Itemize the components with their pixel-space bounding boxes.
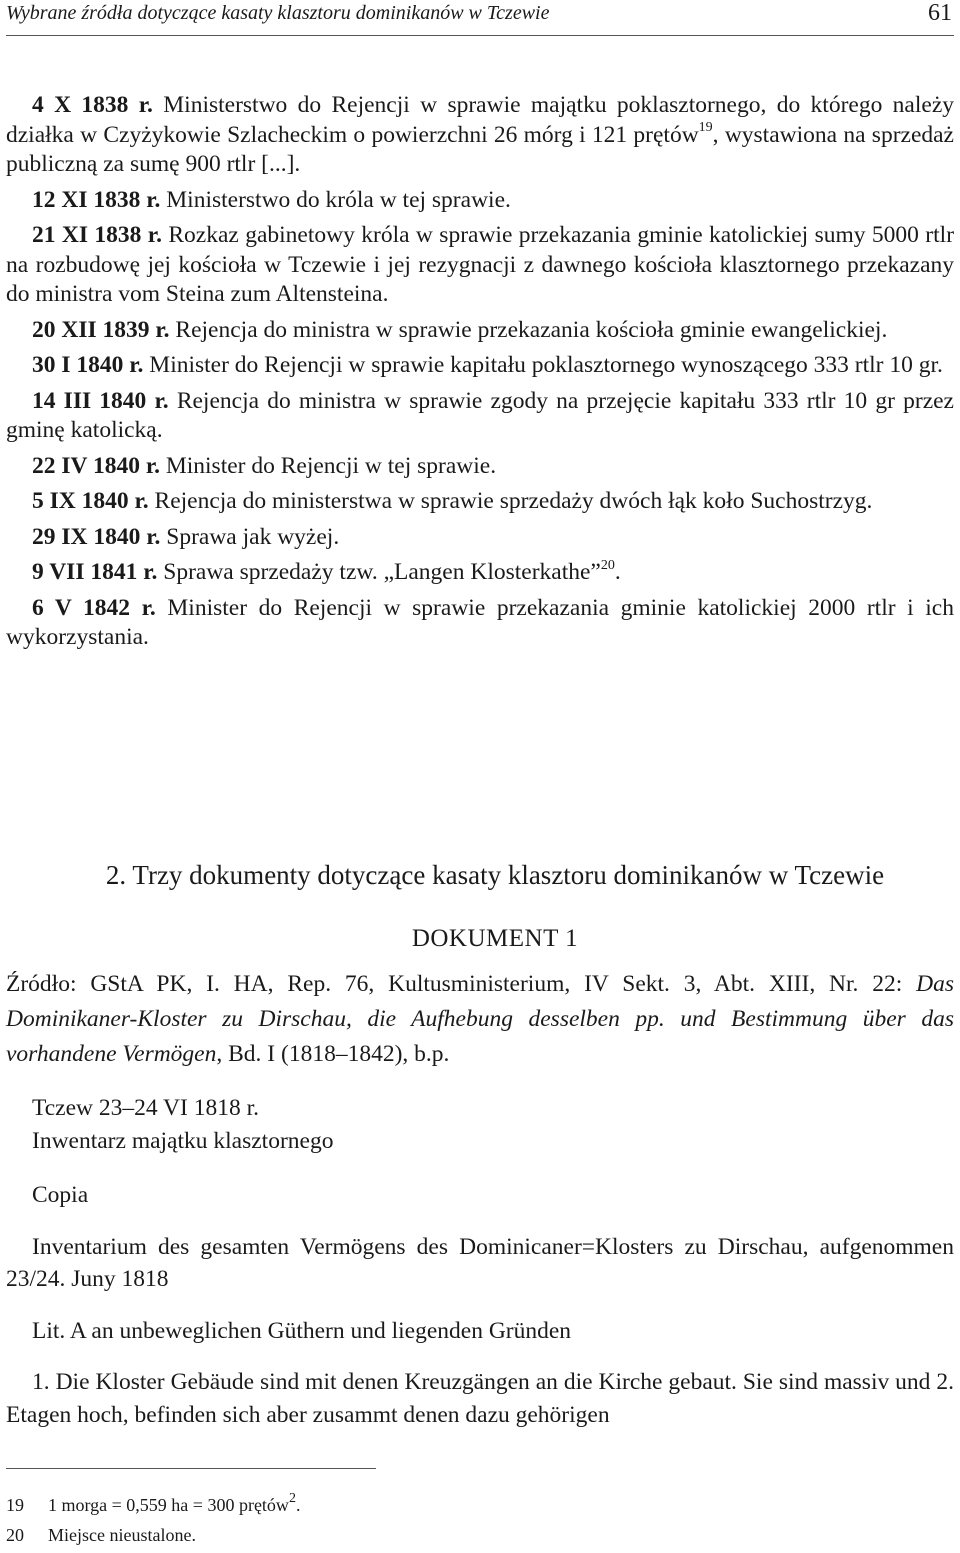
footnote-text-after: . bbox=[295, 1495, 301, 1515]
entry-text: Rejencja do ministra w sprawie przekazania kościoła gminie ewangelickiej. bbox=[175, 316, 888, 343]
lit-a-heading: Lit. A an unbeweglichen Güthern und liegenden Gründen bbox=[32, 1317, 572, 1344]
entry-text: Sprawa sprzedaży tzw. „Langen Klosterkathe” bbox=[163, 559, 601, 586]
entry-text: Ministerstwo do Rejencji w sprawie majątku poklasztornego, do którego należy działka w Czyżykowie Szlacheckim o powierzchni 26 mórg i 121 prętów bbox=[6, 92, 955, 148]
source-italic-title: Das Dominikaner-Kloster zu Dirschau, die Aufhebung desselben pp. und Bestimmung über das vorhandene Vermögen bbox=[6, 971, 954, 1067]
footnotes bbox=[6, 1490, 300, 1550]
chronology-entry bbox=[6, 186, 954, 216]
page-number: 61 bbox=[928, 0, 952, 26]
running-head bbox=[6, 0, 954, 32]
entry-date: 30 I 1840 r. bbox=[32, 352, 144, 379]
entry-text: Minister do Rejencji w sprawie przekazania gminie katolickiej 2000 rtlr i ich wykorzystania. bbox=[6, 594, 954, 651]
footnote-text: 1 morga = 0,559 ha = 300 prętów bbox=[48, 1495, 289, 1515]
footnote-number: 19 bbox=[6, 1495, 24, 1515]
chronology-entry bbox=[6, 91, 954, 180]
entry-date: 21 XI 1838 r. bbox=[32, 222, 162, 249]
entry-date: 29 IX 1840 r. bbox=[32, 523, 161, 550]
inventory-item-1: 1. Die Kloster Gebäude sind mit denen Kreuzgängen an die Kirche gebaut. Sie sind massiv und 2. Etagen hoch, befinden sich aber zusammt denen dazu gehörigen bbox=[6, 1369, 954, 1428]
header-rule bbox=[6, 35, 954, 36]
chronology-entry bbox=[6, 452, 954, 482]
chronology-entry bbox=[6, 387, 954, 446]
copia-label: Copia bbox=[32, 1182, 89, 1208]
footnote-ref: 19 bbox=[698, 119, 713, 135]
inventory-heading-pl: Inwentarz majątku klasztornego bbox=[32, 1127, 334, 1154]
entry-text-after: . bbox=[614, 559, 621, 586]
entry-text: Rejencja do ministra w sprawie zgody na przejęcie kapitału 333 rtlr 10 gr przez gminę katolicką. bbox=[6, 387, 954, 444]
place-date: Tczew 23–24 VI 1818 r. bbox=[32, 1095, 260, 1121]
entry-date: 6 V 1842 r. bbox=[32, 594, 156, 621]
entry-date: 4 X 1838 r. bbox=[32, 92, 153, 118]
source-citation bbox=[6, 967, 954, 1072]
document-title: DOKUMENT 1 bbox=[411, 925, 579, 952]
inventory-title: Inventarium des gesamten Vermögens des Dominicaner=Klosters zu Dirschau, aufgenommen 23/24. Juny 1818 bbox=[6, 1233, 954, 1292]
footnote bbox=[6, 1490, 300, 1520]
footnote-text: Miejsce nieustalone. bbox=[48, 1525, 196, 1545]
entry-date: 22 IV 1840 r. bbox=[32, 452, 160, 479]
entry-date: 5 IX 1840 r. bbox=[32, 488, 149, 515]
source-suffix: , Bd. I (1818–1842), b.p. bbox=[216, 1041, 450, 1067]
entry-date: 12 XI 1838 r. bbox=[32, 186, 161, 213]
entry-text: Rejencja do ministerstwa w sprawie sprzedaży dwóch łąk koło Suchostrzyg. bbox=[154, 488, 873, 515]
entry-text: Minister do Rejencji w sprawie kapitału poklasztornego wynoszącego 333 rtlr 10 gr. bbox=[149, 352, 943, 379]
chronology-entry bbox=[6, 523, 954, 553]
footnote-number: 20 bbox=[6, 1525, 24, 1545]
entry-text-after: , wystawiona na sprzedaż publiczną za sumę 900 rtlr [...]. bbox=[6, 121, 954, 178]
entry-text: Rozkaz gabinetowy króla w sprawie przekazania gminie katolickiej sumy 5000 rtlr na rozbudowę jej kościoła w Tczewie i jej rezygnacji z dawnego kościoła klasztornego przekazany do ministra vom Steina zum Altensteina. bbox=[6, 222, 955, 308]
chronology-entry bbox=[6, 221, 954, 310]
entry-text: Sprawa jak wyżej. bbox=[166, 523, 340, 550]
chronology-entry bbox=[6, 594, 954, 653]
document-transcript bbox=[6, 1092, 954, 1431]
chronology-entry bbox=[6, 351, 954, 381]
footnote-rule bbox=[6, 1468, 376, 1469]
entry-date: 20 XII 1839 r. bbox=[32, 316, 170, 343]
entry-date: 9 VII 1841 r. bbox=[32, 559, 158, 586]
entry-text: Ministerstwo do króla w tej sprawie. bbox=[166, 186, 511, 213]
footnote-sup: 2 bbox=[288, 1491, 296, 1506]
source-prefix: Źródło: GStA PK, I. HA, Rep. 76, Kultusministerium, IV Sekt. 3, Abt. XIII, Nr. 22: bbox=[6, 971, 917, 997]
footnote bbox=[6, 1520, 300, 1550]
chronology-entry bbox=[6, 316, 954, 346]
entry-date: 14 III 1840 r. bbox=[32, 387, 169, 414]
chronology-entry bbox=[6, 558, 954, 588]
section-heading: 2. Trzy dokumenty dotyczące kasaty klasztoru dominikanów w Tczewie bbox=[105, 860, 885, 890]
chronology-entry bbox=[6, 487, 954, 517]
footnote-ref: 20 bbox=[600, 557, 615, 573]
entry-text: Minister do Rejencji w tej sprawie. bbox=[165, 452, 497, 479]
running-head-title: Wybrane źródła dotyczące kasaty klasztoru dominikanów w Tczewie bbox=[6, 2, 550, 24]
chronology-list bbox=[6, 91, 954, 659]
